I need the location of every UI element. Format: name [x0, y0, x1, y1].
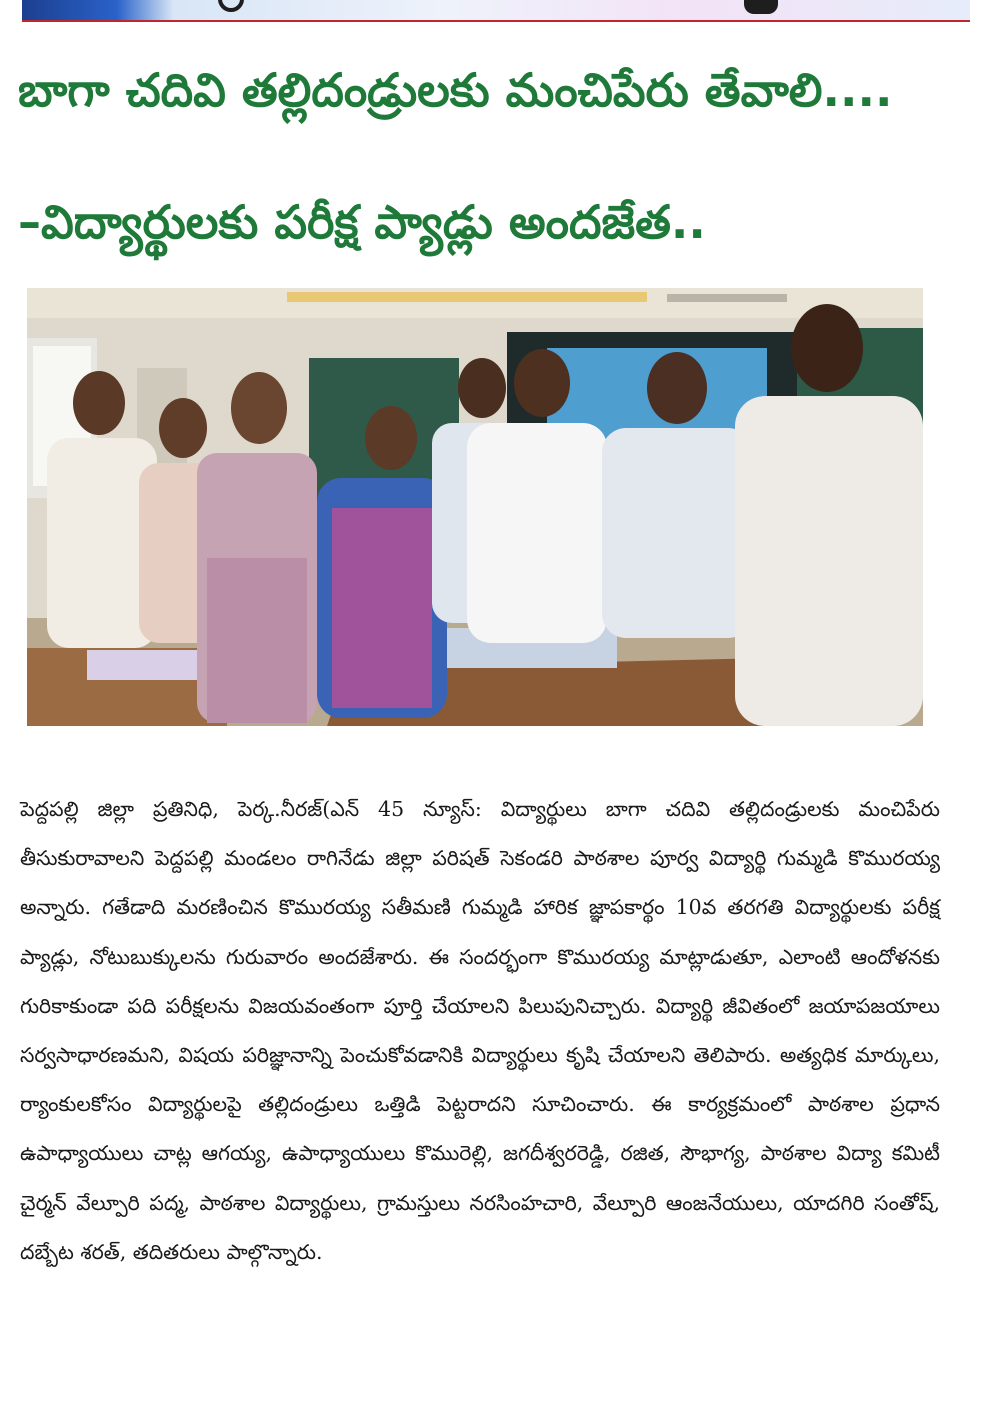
news-photo: [27, 288, 923, 726]
masthead-emblem-icon: [744, 0, 778, 14]
masthead-banner: [22, 0, 970, 22]
article-body: పెద్దపల్లి జిల్లా ప్రతినిధి, పెర్క.నీరజ్(ఎన్ 45 న్యూస్: విద్యార్థులు బాగా చదివి తల్లిదండ్రులకు మంచిపేరు తీసుకురావాలని పెద్దపల్లి మండలం రాగినేడు జిల్లా పరిషత్ సెకండరి పాఠశాల పూర్వ విద్యార్థి గుమ్మడి కొమురయ్య అన్నారు. గతేడాది మరణించిన కొమురయ్య సతీమణి గుమ్మడి హారిక జ్ఞాపకార్థం 10వ తరగతి విద్యార్థులకు పరీక్ష ప్యాడ్లు, నోటుబుక్కులను గురువారం అందజేశారు. ఈ సందర్భంగా కొమురయ్య మాట్లాడుతూ, ఎలాంటి ఆందోళనకు గురికాకుండా పది పరీక్షలను విజయవంతంగా పూర్తి చేయాలని పిలుపునిచ్చారు. విద్యార్థి జీవితంలో జయాపజయాలు సర్వసాధారణమని, విషయ పరిజ్ఞానాన్ని పెంచుకోవడానికి విద్యార్థులు కృషి చేయాలని తెలిపారు. అత్యధిక మార్కులు, ర్యాంకులకోసం విద్యార్థులపై తల్లిదండ్రులు ఒత్తిడి పెట్టరాదని సూచించారు. ఈ కార్యక్రమంలో పాఠశాల ప్రధాన ఉపాధ్యాయులు చాట్ల ఆగయ్య, ఉపాధ్యాయులు కొమురెల్లి, జగదీశ్వరరెడ్డి, రజిత, సౌభాగ్య, పాఠశాల విద్యా కమిటీ చైర్మన్ వేల్పూరి పద్మ, పాఠశాల విద్యార్థులు, గ్రామస్తులు నరసింహచారి, వేల్పూరి ఆంజనేయులు, యాదగిరి సంతోష్, దబ్బేట శరత్, తదితరులు పాల్గొన్నారు.: [20, 797, 940, 1264]
headline-main: బాగా చదివి తల్లిదండ్రులకు మంచిపేరు తేవాలి....: [18, 63, 893, 117]
headline-sub: –విద్యార్థులకు పరీక్ష ప్యాడ్లు అందజేత..: [18, 195, 706, 249]
masthead-logo-icon: [218, 0, 244, 12]
